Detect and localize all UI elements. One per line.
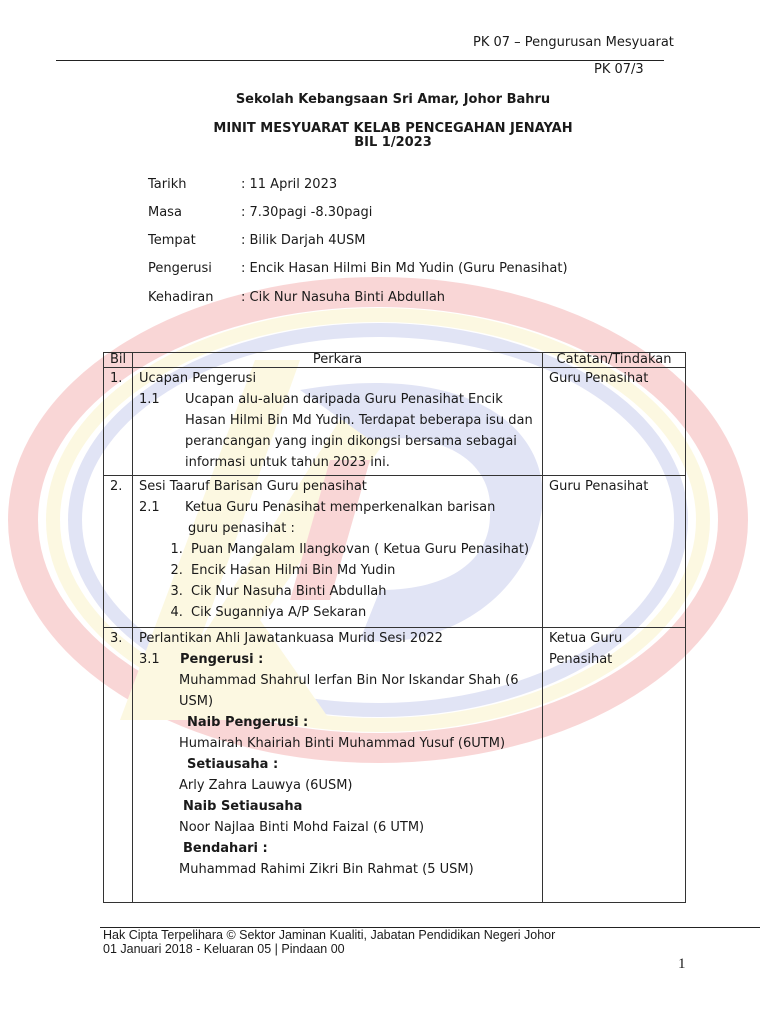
table-row [104,628,686,903]
role-name: USM) [179,694,214,709]
detail-value: : Cik Nur Nasuha Binti Abdullah [241,290,446,305]
page-number: 1 [678,956,686,972]
row-heading: Ucapan Pengerusi [139,371,257,386]
role-name: Muhammad Rahimi Zikri Bin Rahmat (5 USM) [179,862,474,877]
row-content [133,628,543,903]
row-action-line: Penasihat [549,652,613,667]
sub-item-number: 3.1 [139,652,160,667]
row-number: 1. [104,368,133,476]
table-header-row [104,353,686,368]
column-header-perkara: Perkara [133,353,543,368]
sub-item-line: guru penasihat : [188,521,295,536]
row-action: Guru Penasihat [543,368,686,476]
meeting-number: BIL 1/2023 [354,135,432,150]
role-name: Humairah Khairiah Binti Muhammad Yusuf (6UTM) [179,736,506,751]
column-header-catatan: Catatan/Tindakan [543,353,686,368]
sub-item-number: 1.1 [139,392,160,407]
detail-value: : 11 April 2023 [241,177,338,192]
row-number: 3. [104,628,133,903]
row-content [133,476,543,628]
document-code: PK 07/3 [594,62,644,77]
detail-label: Kehadiran [148,290,214,305]
list-item: 4. Cik Suganniya A/P Sekaran [187,602,536,623]
sub-item [139,497,536,539]
sub-item-number: 2.1 [139,500,160,515]
school-name: Sekolah Kebangsaan Sri Amar, Johor Bahru [235,92,551,107]
row-heading: Perlantikan Ahli Jawatankuasa Murid Sesi 2022 [139,631,443,646]
role-title: Setiausaha : [187,757,279,772]
role-name: Noor Najlaa Binti Mohd Faizal (6 UTM) [179,820,425,835]
minutes-table [103,352,686,903]
detail-label: Tempat [148,233,196,248]
detail-label: Masa [148,205,182,220]
row-action [543,628,686,903]
role-title: Bendahari : [183,841,268,856]
role-title: Naib Pengerusi : [187,715,309,730]
footer-copyright: Hak Cipta Terpelihara © Sektor Jaminan Kualiti, Jabatan Pendidikan Negeri Johor [103,928,556,942]
list-item: 1. Puan Mangalam Ilangkovan ( Ketua Guru Penasihat) [187,539,536,560]
sub-item [139,649,536,670]
role-name: Arly Zahra Lauwya (6USM) [179,778,353,793]
table-row [104,476,686,628]
sub-item [139,389,536,473]
row-number: 2. [104,476,133,628]
detail-label: Tarikh [148,177,187,192]
list-item: 2. Encik Hasan Hilmi Bin Md Yudin [187,560,536,581]
sub-item-line: Hasan Hilmi Bin Md Yudin. Terdapat beberapa isu dan [185,413,533,428]
sub-item-line: perancangan yang ingin dikongsi bersama sebagai [185,434,517,449]
row-content [133,368,543,476]
advisor-list [139,539,536,623]
document-header-title: PK 07 – Pengurusan Mesyuarat [473,35,674,50]
row-action-line: Ketua Guru [549,631,623,646]
detail-value: : Bilik Darjah 4USM [241,233,366,248]
minutes-title: MINIT MESYUARAT KELAB PENCEGAHAN JENAYAH [213,121,573,136]
role-title: Naib Setiausaha [183,799,303,814]
role-name: Muhammad Shahrul Ierfan Bin Nor Iskandar Shah (6 [179,673,519,688]
detail-value: : Encik Hasan Hilmi Bin Md Yudin (Guru Penasihat) [241,261,568,276]
column-header-bil: Bil [104,353,133,368]
footer-revision: 01 Januari 2018 - Keluaran 05 | Pindaan 00 [103,942,345,956]
detail-value: : 7.30pagi -8.30pagi [241,205,373,220]
list-item: 3. Cik Nur Nasuha Binti Abdullah [187,581,536,602]
table-row [104,368,686,476]
header-divider [56,60,664,61]
sub-item-line: Ucapan alu-aluan daripada Guru Penasihat Encik [185,392,503,407]
sub-item-line: Ketua Guru Penasihat memperkenalkan barisan [185,500,496,515]
row-heading: Sesi Taaruf Barisan Guru penasihat [139,479,367,494]
detail-label: Pengerusi [148,261,212,276]
sub-item-line: informasi untuk tahun 2023 ini. [185,455,390,470]
role-title: Pengerusi : [180,652,264,667]
row-action: Guru Penasihat [543,476,686,628]
